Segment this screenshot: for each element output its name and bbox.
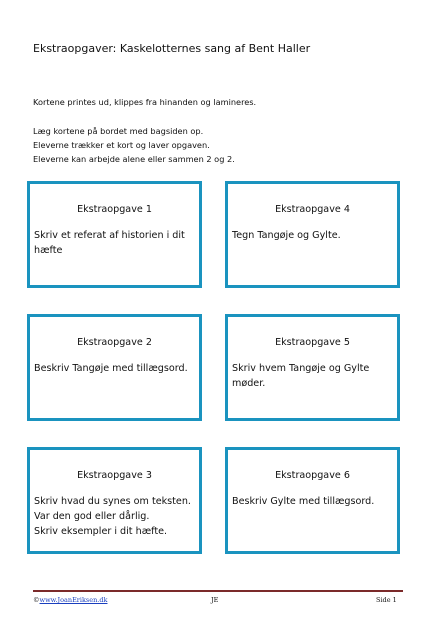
intro-line-print: Kortene printes ud, klippes fra hinanden og lamineres. <box>33 97 257 107</box>
task-card-heading: Ekstraopgave 3 <box>77 470 152 481</box>
task-card-text <box>34 361 193 376</box>
task-card-3 <box>27 447 202 554</box>
intro-line-cards: Læg kortene på bordet med bagsiden op. <box>33 126 204 136</box>
task-card-text <box>34 494 193 539</box>
task-card-heading: Ekstraopgave 4 <box>275 204 350 215</box>
task-card-heading: Ekstraopgave 1 <box>77 204 152 215</box>
task-card-text <box>232 228 391 243</box>
task-card-line: Beskriv Tangøje med tillægsord. <box>34 363 188 374</box>
footer-divider <box>33 590 403 592</box>
task-card-text <box>232 494 391 509</box>
task-card-heading: Ekstraopgave 6 <box>275 470 350 481</box>
footer-initials: JE <box>211 596 219 604</box>
task-card-line: møder. <box>232 378 266 389</box>
page-title: Ekstraopgaver: Kaskelotternes sang af Bent Haller <box>33 42 311 55</box>
task-card-2 <box>27 314 202 421</box>
task-card-text <box>34 228 193 258</box>
task-card-text <box>232 361 391 391</box>
task-card-heading: Ekstraopgave 5 <box>275 337 350 348</box>
task-card-line: Var den god eller dårlig. <box>34 511 150 522</box>
task-card-1 <box>27 181 202 288</box>
task-card-6 <box>225 447 400 554</box>
task-card-line: Beskriv Gylte med tillægsord. <box>232 496 375 507</box>
task-card-line: Skriv eksempler i dit hæfte. <box>34 526 168 537</box>
footer-copyright <box>33 596 107 604</box>
page-number: Side 1 <box>376 596 397 604</box>
task-card-line: Skriv hvad du synes om teksten. <box>34 496 191 507</box>
task-card-line: Skriv hvem Tangøje og Gylte <box>232 363 370 374</box>
task-card-line: Tegn Tangøje og Gylte. <box>232 230 341 241</box>
task-card-line: Skriv et referat af historien i dit <box>34 230 185 241</box>
task-card-5 <box>225 314 400 421</box>
intro-line-draw: Eleverne trækker et kort og laver opgaven. <box>33 140 210 150</box>
copyright-symbol: © <box>33 596 40 604</box>
intro-line-work: Eleverne kan arbejde alene eller sammen 2 og 2. <box>33 154 235 164</box>
task-card-4 <box>225 181 400 288</box>
website-link[interactable]: www.JoanEriksen.dk <box>39 596 108 604</box>
task-card-line: hæfte <box>34 245 63 256</box>
task-card-heading: Ekstraopgave 2 <box>77 337 152 348</box>
